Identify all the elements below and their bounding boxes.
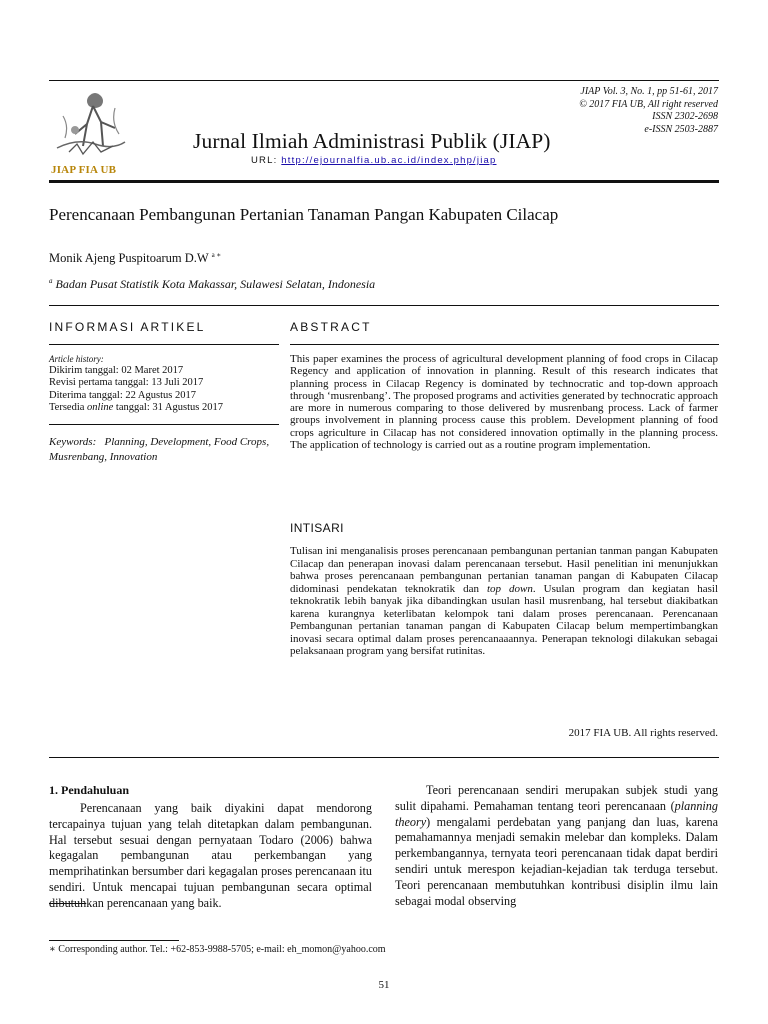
paragraph-text: ) mengalami perdebatan yang panjang dan luas, karena pemahamannya menjadi semakin melebar dan kompleks. Dalam perkembangannya, ternyata teori perencanaan tidak dapat berdiri sendiri untuk merespon kejadian-kejadian tak terduga tersebut. Teori perencanaan membutuhkan kontribusi disiplin ilmu lain sebagai modal observing [395, 814, 718, 908]
affiliation-superscript: a [49, 277, 53, 285]
section-heading: 1. Pendahuluan [49, 783, 130, 797]
intisari-part: Tulisan ini menganalisis proses perencanaan pembangunan pertanian tanman pangan Kabupaten Cilacap dan penerapan inovasi dalam perencanaan tersebut. Hasil penelitian ini menunjukkan bahwa proses perencanaan pembangunan pertanian tanaman pangan di Kabupaten Cilacap didominasi pendekatan teknokratik dan [290, 545, 718, 595]
top-rule [49, 80, 719, 81]
meta-line: © 2017 FIA UB, All right reserved [579, 98, 718, 110]
body-right-column [395, 783, 718, 909]
meta-line: e-ISSN 2503-2887 [644, 124, 718, 136]
paragraph-text: Teori perencanaan sendiri merupakan subjek studi yang sulit dipahami. Pemahaman tentang teori perencanaan ( [395, 783, 718, 813]
affiliation: Badan Pusat Statistik Kota Makassar, Sulawesi Selatan, Indonesia [55, 277, 376, 291]
intisari-part: . Usulan program dan kegiatan hasil teknokratik lebih banyak jika dibandingkan usulan hasil musrenbang, hal tersebut diakibatkan karena kurangnya keterlibatan kelompok tani dalam proses perencanaan. Perencanaan Pembangunan pertanian tanaman pangan di Kabupaten Cilacap belum mempertimbangkan inovasi secara optimal dalam proses perencanaaannya. Penerapan teknologi dilakukan sebagai pelaksanaan program yang bersifat rutinitas. [290, 582, 719, 657]
italic-term: planning theory [395, 798, 718, 829]
paragraph-text: kan perencanaan yang baik. [86, 895, 222, 910]
keywords-top-rule [49, 424, 279, 425]
journal-title: Jurnal Ilmiah Administrasi Publik (JIAP) [193, 129, 551, 153]
journal-url-line [251, 155, 496, 166]
paragraph-text: Perencanaan yang baik diyakini dapat mendorong tercapainya tujuan yang telah ditetapkan dalam pembangunan. Hal tersebut sesuai dengan pernyataan Todaro (2006) bahwa kegagalan pembangunan atau perkembangan yang memprihatinkan bersumber dari kegagalan proses perencanaan itu sendiri. Untuk mencapai tujuan pembangunan secara optimal [49, 801, 372, 894]
history-item: Dikirim tanggal: 02 Maret 2017 [49, 365, 184, 376]
abstract-heading-rule [290, 344, 719, 345]
journal-logo [49, 86, 131, 178]
url-label: URL: [251, 155, 278, 166]
affiliation-line [49, 277, 375, 292]
copyright-notice: 2017 FIA UB. All rights reserved. [568, 727, 718, 739]
journal-url-link[interactable]: http://ejournalfia.ub.ac.id/index.php/jiap [281, 155, 497, 166]
logo-caption: JIAP FIA UB [51, 164, 117, 176]
author-name: Monik Ajeng Puspitoarum D.W [49, 251, 209, 265]
info-heading-rule [49, 344, 279, 345]
meta-line: ISSN 2302-2698 [652, 111, 718, 123]
article-history [49, 365, 223, 415]
published-date: tanggal: 31 Agustus 2017 [115, 402, 223, 414]
keywords-label: Keywords: [49, 436, 97, 448]
history-item: Revisi pertama tanggal: 13 Juli 2017 [49, 377, 204, 389]
paper-title: Perencanaan Pembangunan Pertanian Tanaman Pangan Kabupaten Cilacap [49, 205, 559, 224]
keywords-list: Planning, Development, Food Crops, Musrenbang, Innovation [49, 436, 270, 463]
abstract-text: This paper examines the process of agricultural development planning of food crops in Cilacap Regency and application of innovation in planning. Result of this research indicates that planning process in Cilacap Regency is dominated by technocratic and top-down approach through ‘musrenbang’. The proposed programs and activities generated by technocratic approach are more in numerous comparing to those delivered by musrenbang process. Lack of farmer groups involvement in planning process cause this problem. Development planning of food crops agriculture in Cilacap has not considered innovation optimally in the planning process. The application of technology is carried out as a routine program implementation. [290, 353, 718, 452]
footnote: ∗ Corresponding author. Tel.: +62-853-9988-5705; e-mail: eh_momon@yahoo.com [49, 944, 386, 955]
history-label: Article history: [49, 354, 104, 364]
article-info-heading: INFORMASI ARTIKEL [49, 320, 206, 334]
body-top-rule [49, 757, 719, 758]
author-line [49, 251, 221, 266]
left-paragraph [49, 801, 372, 912]
abstract-heading: ABSTRACT [290, 320, 372, 334]
history-item-published [49, 402, 223, 414]
header-rule [49, 180, 719, 183]
author-superscript: a ∗ [211, 251, 222, 259]
keywords [49, 435, 279, 465]
published-prefix: Tersedia [49, 402, 85, 414]
intisari-text [290, 545, 718, 658]
struck-text: dibutuh [49, 895, 87, 910]
logo-sketch-image [49, 86, 131, 164]
info-top-rule [49, 305, 719, 306]
body-left-column [49, 801, 372, 912]
journal-meta [579, 86, 718, 137]
meta-line: JIAP Vol. 3, No. 1, pp 51-61, 2017 [580, 86, 718, 97]
right-paragraph [395, 783, 718, 909]
published-online: online [87, 402, 114, 414]
history-item: Diterima tanggal: 22 Agustus 2017 [49, 389, 196, 401]
intisari-heading: INTISARI [290, 521, 344, 535]
footnote-rule [49, 940, 179, 941]
intisari-italic: top down [486, 582, 533, 595]
page-number: 51 [378, 979, 390, 991]
